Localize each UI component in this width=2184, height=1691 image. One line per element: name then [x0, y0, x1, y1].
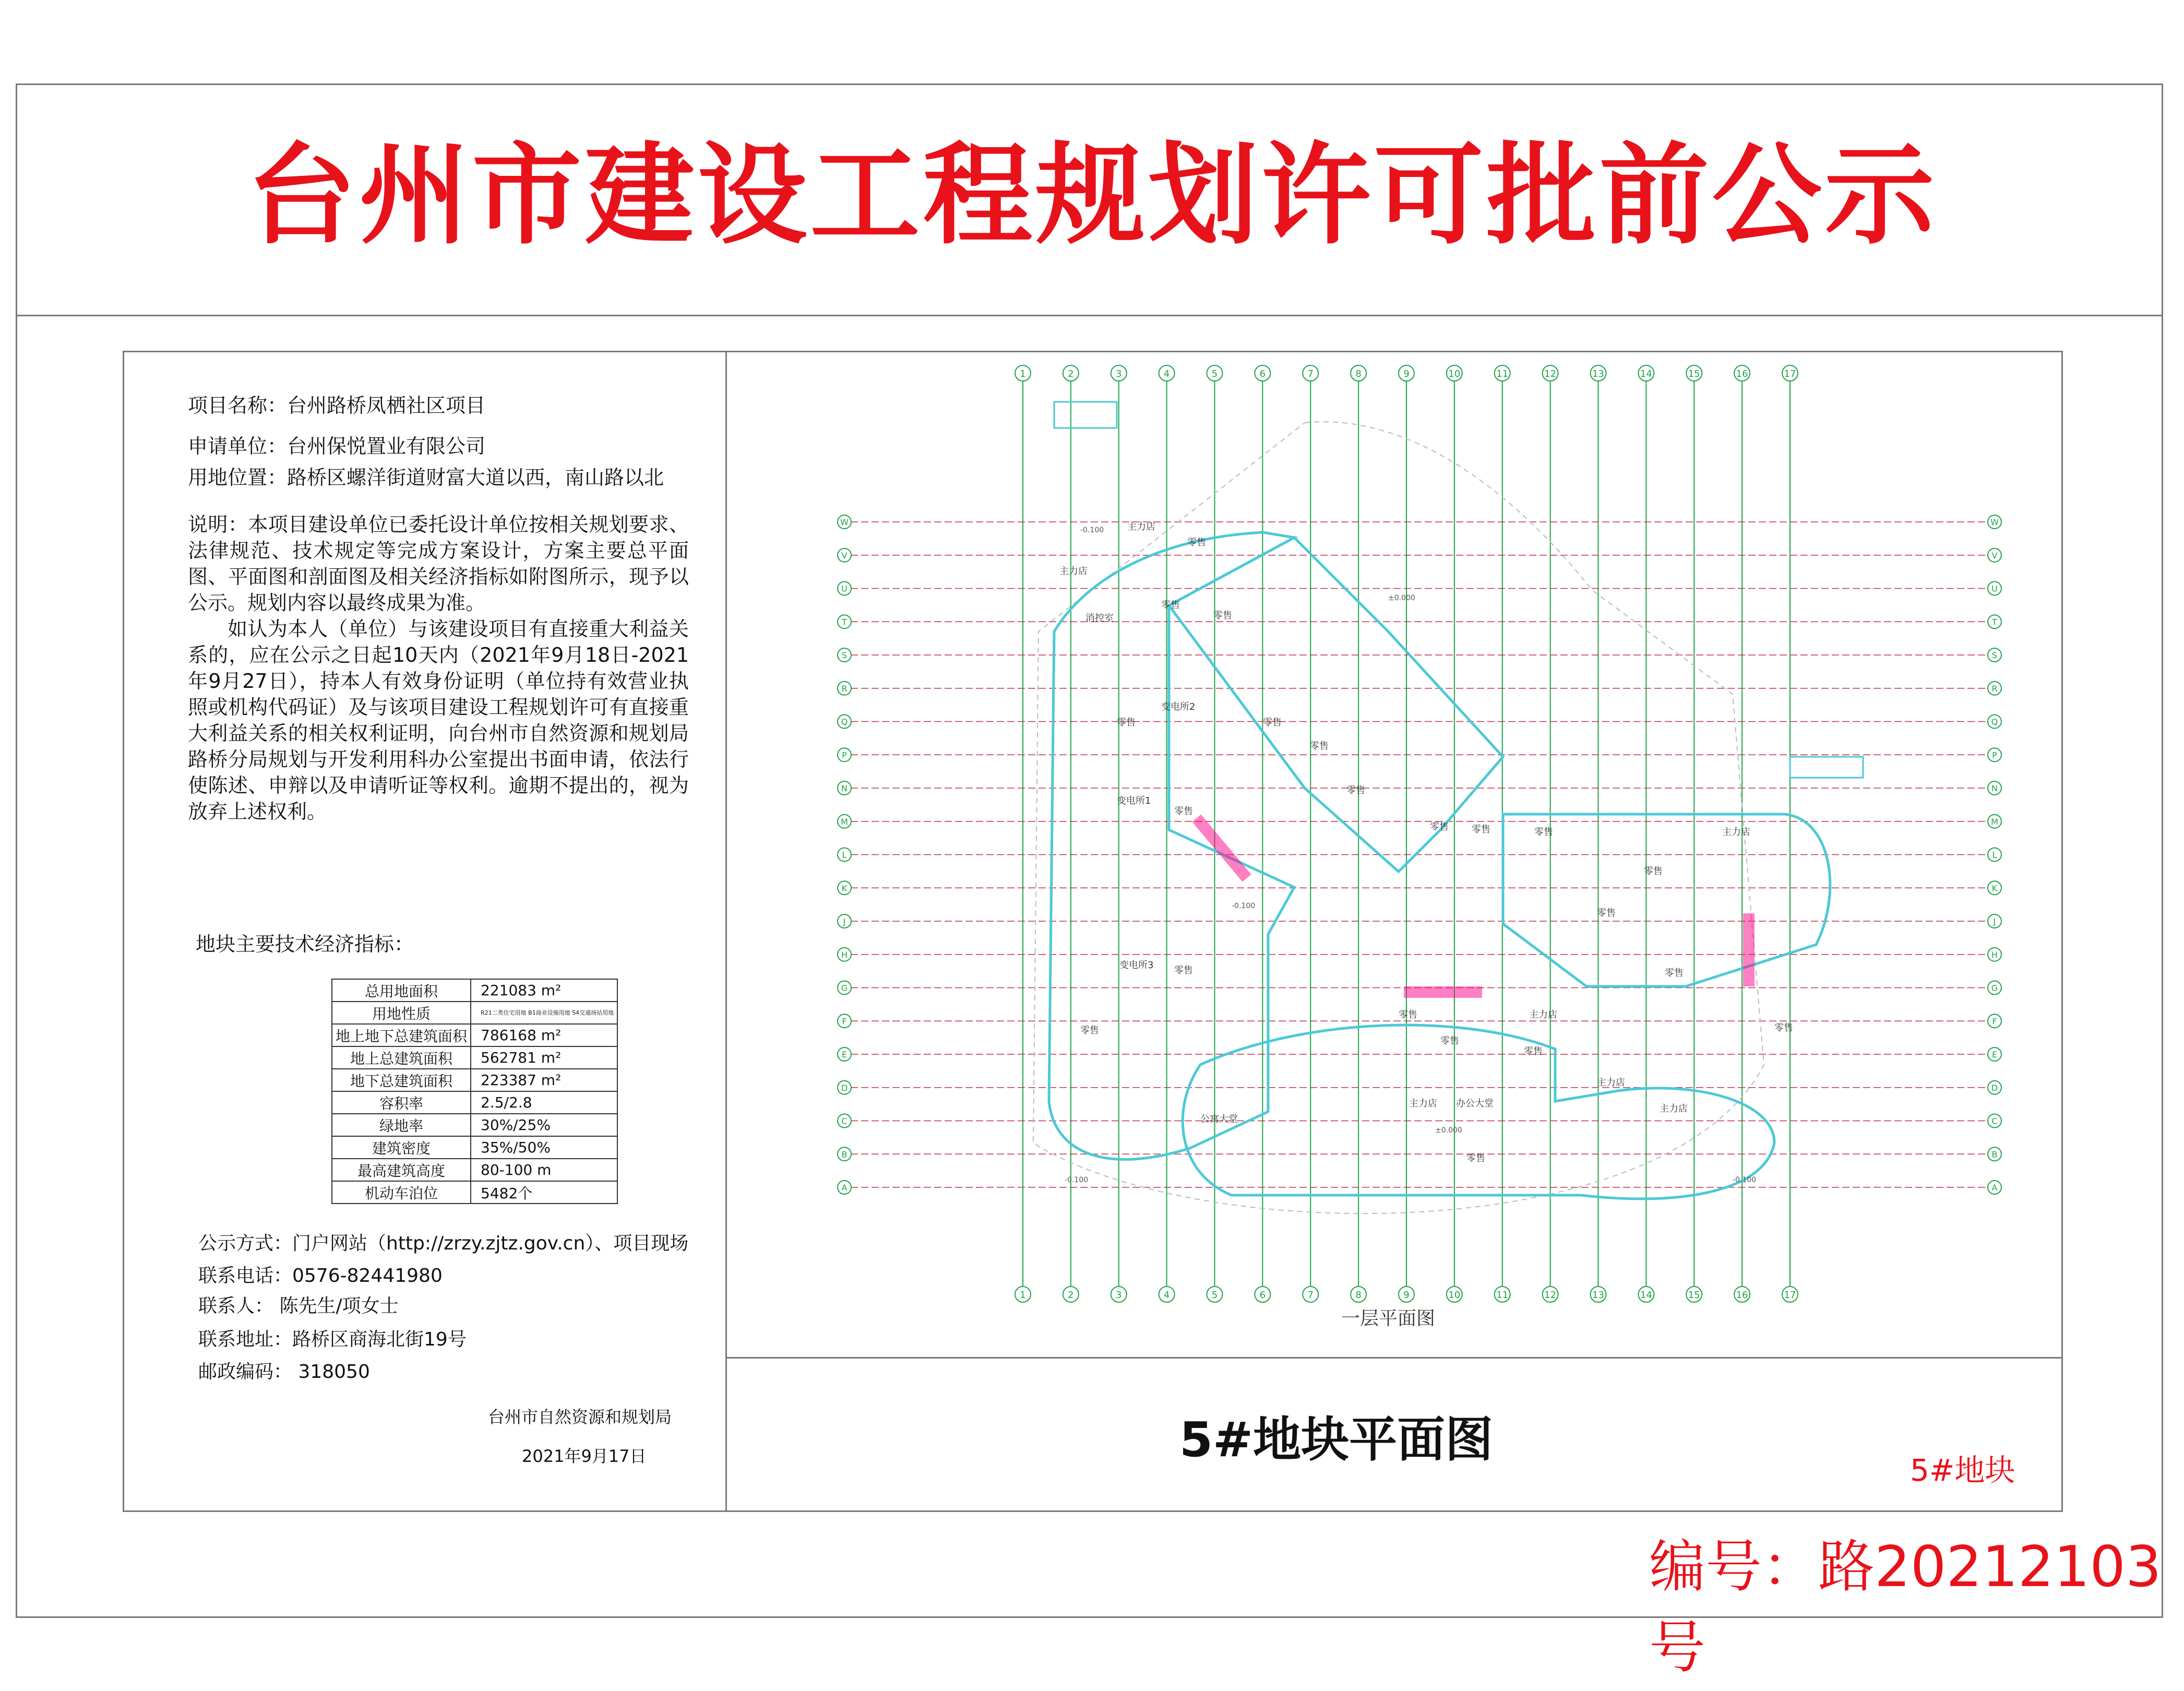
- indicator-row: [332, 1002, 617, 1024]
- room-label: 零售: [1161, 600, 1180, 611]
- room-label: 零售: [1117, 717, 1136, 728]
- axis-label: E: [1991, 1050, 1998, 1059]
- axis-label: W: [840, 517, 849, 527]
- project-applicant: 申请单位：台州保悦置业有限公司: [188, 435, 486, 458]
- axis-label: J: [843, 916, 846, 926]
- axis-label: 4: [1163, 368, 1170, 379]
- axis-label: 10: [1448, 1290, 1461, 1301]
- indicator-label: 地上总建筑面积: [332, 1046, 471, 1069]
- indicator-label: 用地性质: [332, 1002, 471, 1024]
- room-label: 零售: [1430, 821, 1449, 832]
- axis-label: 1: [1020, 1290, 1026, 1301]
- axis-label: F: [842, 1016, 847, 1027]
- axis-label: P: [842, 750, 847, 760]
- serial-number: 编号：路20212103号: [1649, 1534, 2162, 1681]
- indicator-row: [332, 1136, 617, 1159]
- axis-label: N: [841, 783, 848, 793]
- room-label: 变电所2: [1161, 701, 1196, 712]
- axis-label: 13: [1592, 368, 1604, 379]
- axis-label: B: [1991, 1149, 1998, 1160]
- indicator-value: R21二类住宅用地 B1商业设施用地 S4交通场站用地: [471, 1002, 617, 1024]
- indicator-row: [332, 979, 617, 1002]
- axis-label: U: [841, 583, 848, 594]
- axis-label: 6: [1259, 1290, 1266, 1301]
- room-label: 主力店: [1722, 827, 1750, 838]
- axis-label: 12: [1544, 1290, 1557, 1301]
- building-outline-west: [1049, 532, 1294, 1160]
- axis-label: 3: [1116, 1290, 1122, 1301]
- room-label: 零售: [1174, 965, 1193, 976]
- issuer: 台州市自然资源和规划局: [488, 1407, 672, 1427]
- axis-label: 5: [1211, 1290, 1218, 1301]
- axis-label: 10: [1448, 368, 1461, 379]
- room-label: 零售: [1263, 717, 1282, 728]
- room-label: 零售: [1310, 741, 1329, 752]
- axis-label: 12: [1544, 368, 1557, 379]
- level-mark: ±0.000: [1388, 594, 1415, 602]
- axis-label: Q: [841, 717, 848, 727]
- objection-paragraph: 如认为本人（单位）与该建设项目有直接重大利益关系的，应在公示之日起10天内（2021年9月18日-2021年9月27日），持本人有效身份证明（单位持有效营业执照或机构代码证）及与该项目建设工程规划许可有直接重大利益关系的相关权利证明，向台州市自然资源和规划局路桥分局规划与开发利用科办公室提出书面申请，依法行使陈述、申辩以及申请听证等权利。逾期不提出的，视为放弃上述权利。: [188, 617, 689, 823]
- axis-label: K: [841, 883, 848, 894]
- project-name: 项目名称：台州路桥凤栖社区项目: [188, 394, 486, 417]
- contact-address: 联系地址：路桥区商海北街19号: [198, 1329, 467, 1350]
- indicator-row: [332, 1046, 617, 1069]
- axis-label: R: [841, 683, 848, 694]
- axis-label: M: [1991, 816, 1998, 827]
- issue-date: 2021年9月17日: [522, 1446, 647, 1466]
- indicator-label: 容积率: [332, 1091, 471, 1114]
- indicator-value: 221083 m²: [471, 979, 617, 1002]
- indicator-value: 223387 m²: [471, 1069, 617, 1091]
- indicator-label: 绿地率: [332, 1114, 471, 1136]
- site-boundary: [1033, 422, 1764, 1213]
- indicator-value: 30%/25%: [471, 1114, 617, 1136]
- level-mark: -0.100: [1065, 1176, 1089, 1184]
- axis-label: 2: [1068, 1290, 1074, 1301]
- axis-label: D: [841, 1082, 848, 1093]
- caption-divider: [725, 1357, 2063, 1359]
- axis-label: 9: [1403, 368, 1410, 379]
- floor-plan-label: 一层平面图: [1341, 1308, 1436, 1329]
- axis-label: A: [841, 1183, 848, 1193]
- title-divider: [16, 315, 2163, 316]
- axis-label: D: [1991, 1082, 1998, 1093]
- axis-label: 17: [1784, 1290, 1796, 1301]
- room-label: 主力店: [1127, 521, 1155, 532]
- axis-label: C: [1991, 1116, 1998, 1126]
- axis-label: C: [841, 1116, 848, 1126]
- plot-tag: 5#地块: [1910, 1452, 2015, 1488]
- axis-label: 11: [1496, 1290, 1509, 1301]
- level-mark: ±0.000: [1435, 1126, 1462, 1135]
- room-label: 零售: [1399, 1009, 1417, 1020]
- room-label: 零售: [1466, 1153, 1485, 1164]
- axis-label: 5: [1211, 368, 1218, 379]
- room-label: 主力店: [1597, 1077, 1625, 1088]
- indicator-value: 80-100 m: [471, 1159, 617, 1181]
- axis-label: 8: [1355, 368, 1362, 379]
- room-label: 零售: [1346, 785, 1365, 796]
- axis-label: S: [841, 650, 848, 660]
- indicator-row: [332, 1091, 617, 1114]
- contact-phone: 联系电话：0576-82441980: [198, 1265, 443, 1287]
- room-label: 办公大堂: [1456, 1098, 1494, 1109]
- indicator-label: 机动车泊位: [332, 1181, 471, 1204]
- indicator-label: 建筑密度: [332, 1136, 471, 1159]
- room-label: 主力店: [1059, 566, 1088, 577]
- room-label: 主力店: [1660, 1103, 1688, 1114]
- room-label: 零售: [1213, 610, 1232, 621]
- axis-label: T: [1992, 617, 1997, 627]
- axis-label: 8: [1355, 1290, 1362, 1301]
- room-label: 变电所1: [1117, 795, 1151, 806]
- escalator: [1192, 814, 1251, 882]
- indicator-value: 35%/50%: [471, 1136, 617, 1159]
- building-outline-east: [1503, 814, 1830, 986]
- axis-label: G: [841, 983, 848, 993]
- room-label: 零售: [1597, 908, 1616, 919]
- escalator: [1743, 913, 1755, 986]
- indicator-label: 总用地面积: [332, 979, 471, 1002]
- axis-label: M: [841, 816, 848, 827]
- level-mark: -0.100: [1080, 526, 1104, 534]
- level-mark: -0.100: [1232, 902, 1256, 910]
- drawing-caption: 5#地块平面图: [1179, 1412, 1494, 1468]
- room-label: 零售: [1440, 1035, 1459, 1046]
- axis-label: 15: [1688, 1290, 1700, 1301]
- axis-label: 3: [1116, 368, 1122, 379]
- indicator-value: 2.5/2.8: [471, 1091, 617, 1114]
- axis-label: L: [842, 850, 847, 860]
- escalator: [1404, 986, 1482, 998]
- room-label: 零售: [1187, 537, 1206, 548]
- room-label: 零售: [1644, 866, 1663, 877]
- axis-label: 1: [1020, 368, 1026, 379]
- axis-label: S: [1991, 650, 1998, 660]
- axis-label: V: [841, 550, 848, 561]
- axis-label: K: [1991, 883, 1998, 894]
- axis-label: 16: [1736, 368, 1748, 379]
- axis-label: 16: [1736, 1290, 1748, 1301]
- axis-label: 7: [1307, 1290, 1314, 1301]
- project-location: 用地位置：路桥区螺洋街道财富大道以西，南山路以北: [188, 466, 664, 489]
- axis-label: V: [1991, 550, 1998, 561]
- room-label: 零售: [1665, 968, 1684, 979]
- axis-label: H: [841, 949, 848, 960]
- indicator-row: [332, 1024, 617, 1046]
- indicators-table: [331, 979, 618, 1204]
- axis-label: 4: [1163, 1290, 1170, 1301]
- axis-label: L: [1992, 850, 1997, 860]
- level-mark: -0.100: [1733, 1176, 1757, 1184]
- axis-label: 2: [1068, 368, 1074, 379]
- room-label: 零售: [1472, 824, 1490, 835]
- indicator-row: [332, 1114, 617, 1136]
- axis-label: R: [1991, 683, 1998, 694]
- axis-label: B: [841, 1149, 848, 1160]
- indicator-row: [332, 1069, 617, 1091]
- indicator-row: [332, 1181, 617, 1204]
- axis-label: U: [1991, 583, 1998, 594]
- indicator-label: 地上地下总建筑面积: [332, 1024, 471, 1046]
- axis-label: J: [1993, 916, 1996, 926]
- axis-label: 7: [1307, 368, 1314, 379]
- room-label: 主力店: [1529, 1009, 1557, 1020]
- indicators-heading: 地块主要技术经济指标：: [196, 933, 414, 956]
- axis-label: E: [841, 1050, 848, 1059]
- column-divider: [725, 351, 727, 1512]
- room-label: 零售: [1524, 1046, 1543, 1057]
- room-label: 变电所3: [1119, 960, 1154, 971]
- contact-person: 联系人： 陈先生/项女士: [198, 1295, 399, 1317]
- room-label: 零售: [1534, 827, 1553, 838]
- indicator-label: 最高建筑高度: [332, 1159, 471, 1181]
- page-title: 台州市建设工程规划许可批前公示: [246, 132, 1938, 259]
- room-label: 公寓大堂: [1200, 1114, 1238, 1125]
- axis-label: G: [1991, 983, 1998, 993]
- axis-label: 15: [1688, 368, 1700, 379]
- axis-label: 9: [1403, 1290, 1410, 1301]
- indicator-value: 786168 m²: [471, 1024, 617, 1046]
- axis-label: F: [1992, 1016, 1997, 1027]
- indicator-value: 5482个: [471, 1181, 617, 1204]
- postcode: 邮政编码： 318050: [198, 1361, 370, 1383]
- room-label: 零售: [1080, 1025, 1099, 1036]
- room-label: 零售: [1174, 806, 1193, 817]
- axis-label: W: [1990, 517, 1999, 527]
- room-label: 主力店: [1409, 1098, 1437, 1109]
- indicator-row: [332, 1159, 617, 1181]
- axis-label: 17: [1784, 368, 1796, 379]
- axis-label: 14: [1640, 1290, 1652, 1301]
- axis-label: N: [1991, 783, 1998, 793]
- axis-label: H: [1991, 949, 1998, 960]
- axis-label: P: [1992, 750, 1997, 760]
- floor-plan-drawing: [835, 360, 2004, 1352]
- axis-label: 14: [1640, 368, 1652, 379]
- parking-ramp: [1790, 757, 1863, 778]
- axis-label: T: [842, 617, 847, 627]
- publish-method: 公示方式：门户网站（http://zrzy.zjtz.gov.cn）、项目现场: [198, 1233, 689, 1254]
- axis-label: 11: [1496, 368, 1509, 379]
- axis-label: Q: [1991, 717, 1998, 727]
- parking-ramp: [1054, 402, 1117, 428]
- indicator-label: 地下总建筑面积: [332, 1069, 471, 1091]
- description-paragraph: 说明：本项目建设单位已委托设计单位按相关规划要求、法律规范、技术规定等完成方案设计，方案主要总平面图、平面图和剖面图及相关经济指标如附图所示，现予以公示。规划内容以最终成果为准。: [188, 513, 689, 614]
- indicator-value: 562781 m²: [471, 1046, 617, 1069]
- room-label: 零售: [1774, 1022, 1793, 1033]
- room-label: 消控室: [1085, 613, 1114, 624]
- axis-label: A: [1991, 1183, 1998, 1193]
- axis-label: 6: [1259, 368, 1266, 379]
- axis-label: 13: [1592, 1290, 1604, 1301]
